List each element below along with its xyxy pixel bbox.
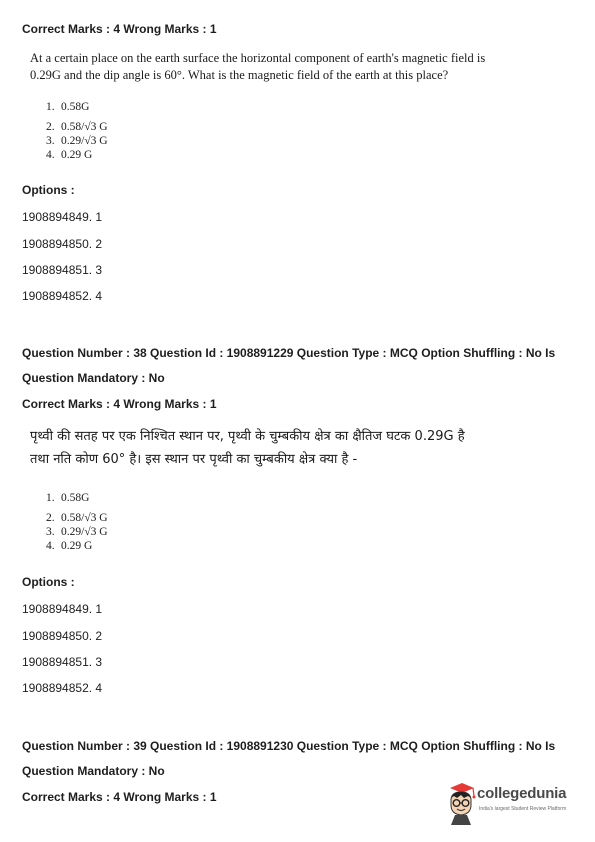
- q37-choice-3: 3. 0.29/√3 G: [46, 135, 108, 147]
- q38-choice-1: 1. 0.58G: [46, 492, 90, 504]
- q37-choice-4: 4. 0.29 G: [46, 149, 93, 161]
- q38-header-line2: Question Mandatory : No: [22, 371, 165, 385]
- q39-marks: Correct Marks : 4 Wrong Marks : 1: [22, 790, 217, 804]
- q37-option-1: 1908894849. 1: [22, 210, 103, 224]
- collegedunia-logo: [444, 779, 579, 825]
- q37-options-label: Options :: [22, 183, 75, 197]
- q37-option-3: 1908894851. 3: [22, 263, 103, 277]
- logo-name: collegedunia: [477, 785, 567, 802]
- q38-option-2: 1908894850. 2: [22, 629, 103, 643]
- q38-option-4: 1908894852. 4: [22, 681, 103, 695]
- q37-choice-1: 1. 0.58G: [46, 101, 90, 113]
- q37-choice-2: 2. 0.58/√3 G: [46, 121, 108, 133]
- q37-choices: [46, 100, 108, 162]
- q39-header-line2: Question Mandatory : No: [22, 764, 165, 778]
- q38-marks: Correct Marks : 4 Wrong Marks : 1: [22, 397, 217, 411]
- q37-option-2: 1908894850. 2: [22, 237, 103, 251]
- q38-header-line1: Question Number : 38 Question Id : 1908891229 Question Type : MCQ Option Shuffling : No Is: [22, 346, 556, 360]
- q38-choices: [46, 491, 108, 553]
- q38-choice-2: 2. 0.58/√3 G: [46, 512, 108, 524]
- q38-option-3: 1908894851. 3: [22, 655, 103, 669]
- q37-marks: Correct Marks : 4 Wrong Marks : 1: [22, 22, 217, 36]
- mascot-icon: [444, 779, 478, 825]
- q37-text-line2: 0.29G and the dip angle is 60°. What is the magnetic field of the earth at this place?: [30, 68, 449, 82]
- q38-text-line2: तथा नति कोण 60° है। इस स्थान पर पृथ्वी का चुम्बकीय क्षेत्र क्या है -: [30, 452, 358, 467]
- q37-option-4: 1908894852. 4: [22, 289, 103, 303]
- q38-option-1: 1908894849. 1: [22, 602, 103, 616]
- q37-text-line1: At a certain place on the earth surface the horizontal component of earth's magnetic field is: [30, 51, 486, 65]
- logo-tagline: India's largest Student Review Platform: [479, 806, 567, 812]
- q38-choice-3: 3. 0.29/√3 G: [46, 526, 108, 538]
- q38-options-label: Options :: [22, 575, 75, 589]
- q38-choice-4: 4. 0.29 G: [46, 540, 93, 552]
- q39-header-line1: Question Number : 39 Question Id : 1908891230 Question Type : MCQ Option Shuffling : No Is: [22, 739, 556, 753]
- q38-text-line1: पृथ्वी की सतह पर एक निश्चित स्थान पर, पृथ्वी के चुम्बकीय क्षेत्र का क्षैतिज घटक 0.29G है: [30, 429, 465, 444]
